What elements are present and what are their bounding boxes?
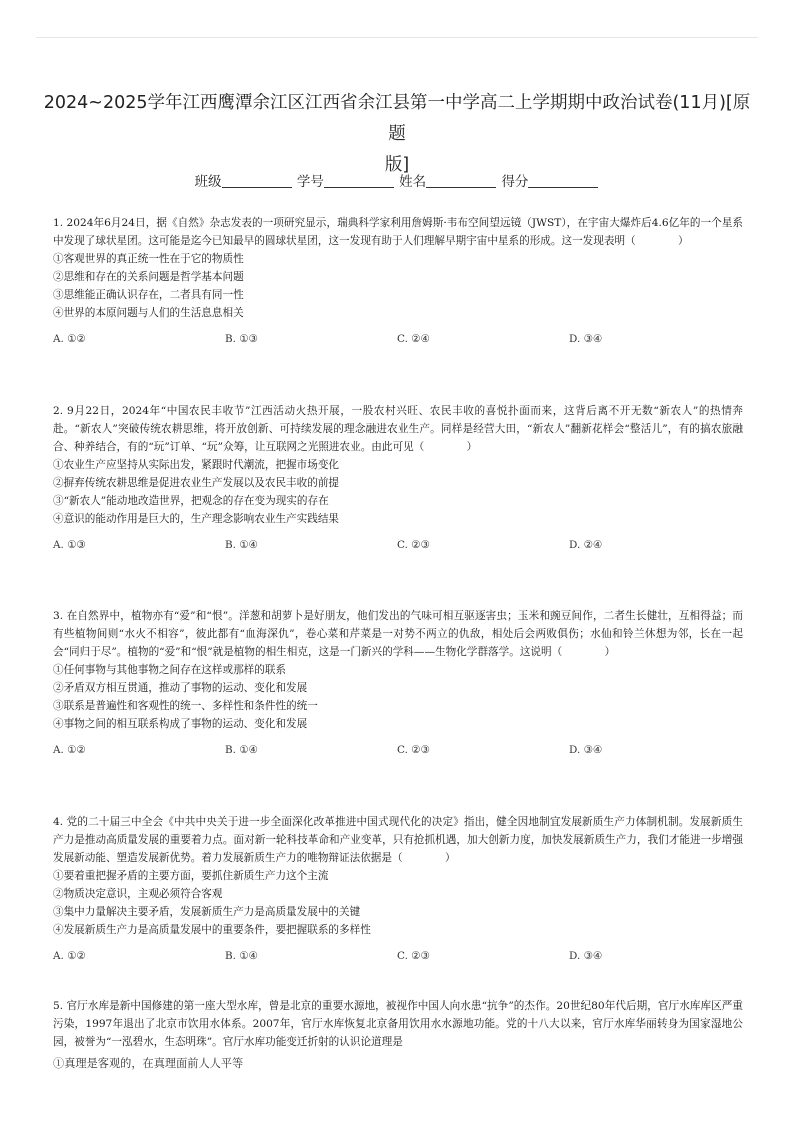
question-3-stem: 3. 在自然界中，植物亦有“爱”和“恨”。洋葱和胡萝卜是好朋友，他们发出的气味可相互驱逐害虫；玉米和豌豆间作，二者生长健壮，互相得益；而有些植物间则“水火不相容”，彼此都有“血海深仇”，卷心菜和芹菜是一对势不两立的仇敌，相处后会两败俱伤；水仙和铃兰休想为邻，长在一起会“同归于尽”。植物的“爱”和“恨”就是植物的相生相克，这是一门新兴的学科——生物化学群落学。这说明（ ）	[53, 610, 743, 658]
question-3-option-d[interactable]: D. ③④	[569, 744, 603, 756]
question-1-statement-4: ④世界的本原问题与人们的生活息息相关	[53, 307, 244, 319]
score-label: 得分	[501, 174, 529, 190]
question-1-option-d[interactable]: D. ③④	[569, 333, 603, 345]
question-1-options	[53, 330, 743, 348]
question-4-statement-1: ①要着重把握矛盾的主要方面，要抓住新质生产力这个主流	[53, 870, 329, 882]
score-field[interactable]	[528, 174, 598, 188]
name-field[interactable]	[426, 174, 496, 188]
question-2-statement-3: ③“新农人”能动地改造世界，把观念的存在变为现实的存在	[53, 495, 329, 507]
question-3-statement-4: ④事物之间的相互联系构成了事物的运动、变化和发展	[53, 718, 308, 730]
page-title	[40, 88, 754, 181]
question-1-stem: 1. 2024年6月24日，据《自然》杂志发表的一项研究显示，瑞典科学家利用詹姆斯·韦布空间望远镜（JWST），在宇宙大爆炸后4.6亿年的一个星系中发现了球状星团。这可能是迄今已知最早的圆球状星团，这一发现有助于人们理解早期宇宙中星系的形成。这一发现表明（ ）	[53, 217, 743, 247]
question-4-statement-4: ④发展新质生产力是高质量发展中的重要条件，要把握联系的多样性	[53, 924, 371, 936]
question-2	[53, 402, 743, 554]
question-1-statement-2: ②思维和存在的关系问题是哲学基本问题	[53, 271, 244, 283]
question-1-option-c[interactable]: C. ②④	[397, 333, 430, 345]
question-4	[53, 813, 743, 965]
question-4-statement-3: ③集中力量解决主要矛盾，发展新质生产力是高质量发展中的关键	[53, 906, 361, 918]
question-1-statement-1: ①客观世界的真正统一性在于它的物质性	[53, 253, 244, 265]
question-4-option-b[interactable]: B. ①④	[225, 950, 258, 962]
question-3	[53, 607, 743, 759]
class-field[interactable]	[222, 174, 292, 188]
question-1	[53, 214, 743, 348]
question-3-statement-2: ②矛盾双方相互贯通，推动了事物的运动、变化和发展	[53, 682, 308, 694]
question-4-option-a[interactable]: A. ①②	[53, 950, 86, 962]
question-4-option-c[interactable]: C. ②③	[397, 950, 430, 962]
question-4-options	[53, 947, 743, 965]
question-4-option-d[interactable]: D. ③④	[569, 950, 603, 962]
question-5-statement-1: ①真理是客观的，在真理面前人人平等	[53, 1058, 244, 1070]
question-2-options	[53, 536, 743, 554]
question-4-stem: 4. 党的二十届三中全会《中共中央关于进一步全面深化改革推进中国式现代化的决定》指出，健全因地制宜发展新质生产力体制机制。发展新质生产力是推动高质量发展的重要着力点。面对新一轮科技革命和产业变革，只有抢抓机遇，加大创新力度，加快发展新质生产力，我们才能进一步增强发展新动能、塑造发展新优势。着力发展新质生产力的唯物辩证法依据是（ ）	[53, 816, 743, 864]
question-2-option-b[interactable]: B. ①④	[225, 539, 258, 551]
question-3-option-c[interactable]: C. ②③	[397, 744, 430, 756]
top-divider	[36, 37, 758, 38]
student-id-label: 学号	[296, 174, 324, 190]
question-5-stem: 5. 官厅水库是新中国修建的第一座大型水库，曾是北京的重要水源地，被视作中国人向水患“抗争”的杰作。20世纪80年代后期，官厅水库库区严重污染，1997年退出了北京市饮用水体系。2007年，官厅水库恢复北京备用饮用水水源地功能。党的十八大以来，官厅水库华丽转身为国家湿地公园，被誉为“一泓碧水，生态明珠”。官厅水库功能变迁折射的认识论道理是	[53, 1000, 743, 1048]
question-3-statement-1: ①任何事物与其他事物之间存在这样或那样的联系	[53, 664, 287, 676]
question-4-statement-2: ②物质决定意识，主观必须符合客观	[53, 888, 223, 900]
question-1-option-b[interactable]: B. ①③	[225, 333, 258, 345]
student-id-field[interactable]	[324, 174, 394, 188]
question-2-stem: 2. 9月22日，2024年“中国农民丰收节”江西活动火热开展，一股农村兴旺、农民丰收的喜悦扑面而来，这背后离不开无数“新农人”的热情奔赴。“新农人”突破传统农耕思维，将开放创新、可持续发展的理念融进农业生产。同样是经营大田，“新农人”翻新花样会“整活儿”，有的搞农旅融合、种养结合，有的“玩”订单、“玩”众筹，让互联网之光照进农业。由此可见（ ）	[53, 405, 743, 453]
name-label: 姓名	[399, 174, 427, 190]
class-label: 班级	[194, 174, 222, 190]
student-info-line	[0, 170, 794, 190]
question-1-option-a[interactable]: A. ①②	[53, 333, 86, 345]
question-1-statement-3: ③思维能正确认识存在，二者具有同一性	[53, 289, 244, 301]
question-2-statement-2: ②摒弃传统农耕思维是促进农业生产发展以及农民丰收的前提	[53, 477, 340, 489]
question-3-statement-3: ③联系是普遍性和客观性的统一、多样性和条件性的统一	[53, 700, 318, 712]
question-3-option-b[interactable]: B. ①④	[225, 744, 258, 756]
question-2-option-d[interactable]: D. ②④	[569, 539, 603, 551]
question-3-options	[53, 741, 743, 759]
question-2-statement-4: ④意识的能动作用是巨大的，生产理念影响农业生产实践结果	[53, 513, 340, 525]
title-line-1: 2024~2025学年江西鹰潭余江区江西省余江县第一中学高二上学期期中政治试卷(11月)[原题	[43, 93, 751, 144]
question-3-option-a[interactable]: A. ①②	[53, 744, 86, 756]
question-2-option-c[interactable]: C. ②③	[397, 539, 430, 551]
title-line-2: 版]	[384, 155, 410, 175]
question-2-option-a[interactable]: A. ①③	[53, 539, 86, 551]
question-2-statement-1: ①农业生产应坚持从实际出发，紧跟时代潮流，把握市场变化	[53, 459, 340, 471]
question-5	[53, 997, 743, 1073]
